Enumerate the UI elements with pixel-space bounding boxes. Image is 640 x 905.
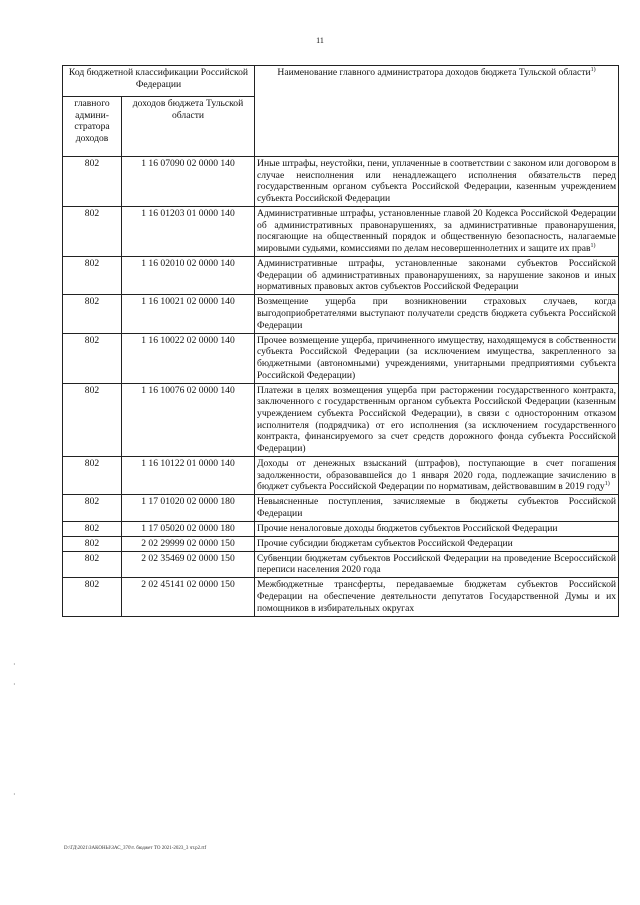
table-row <box>63 521 619 536</box>
description-cell <box>255 333 619 383</box>
description-cell <box>255 536 619 551</box>
description-cell <box>255 578 619 616</box>
header-name-col <box>255 66 619 157</box>
table-body <box>63 66 619 617</box>
description-text: Межбюджетные трансферты, передаваемые бюджетам субъектов Российской Федерации на обеспечение деятельности депутатов Государственной Думы и их помощников в избирательных округах <box>257 579 617 614</box>
budget-code-cell: 1 16 10022 02 0000 140 <box>122 333 255 383</box>
table-row <box>63 333 619 383</box>
description-text: Административные штрафы, установленные законами субъектов Российской Федерации об административных правонарушениях, за нарушение законов и иных нормативных правовых актов субъектов Российской Федерации <box>257 258 617 293</box>
description-cell <box>255 295 619 333</box>
admin-code-cell: 802 <box>63 295 122 333</box>
description-cell <box>255 257 619 295</box>
header-name-text: Наименование главного администратора доходов бюджета Тульской области <box>277 67 591 79</box>
admin-code-cell: 802 <box>63 495 122 522</box>
description-cell <box>255 157 619 207</box>
admin-code-cell: 802 <box>63 257 122 295</box>
header-admin-col: главного админи-стратора доходов <box>63 97 122 157</box>
description-cell <box>255 383 619 456</box>
table-row <box>63 551 619 578</box>
page-number: 11 <box>316 36 324 45</box>
budget-code-cell: 2 02 29999 02 0000 150 <box>122 536 255 551</box>
budget-code-cell: 1 16 10021 02 0000 140 <box>122 295 255 333</box>
budget-code-cell: 1 17 01020 02 0000 180 <box>122 495 255 522</box>
description-text: Доходы от денежных взысканий (штрафов), поступающие в счет погашения задолженности, образовавшейся до 1 января 2020 года, подлежащие зачислению в бюджет субъекта Российской Федерации по нормативам, действовавшим в 2019 году <box>257 458 617 493</box>
description-cell <box>255 521 619 536</box>
table-row <box>63 157 619 207</box>
margin-mark: · <box>13 680 16 689</box>
table-row <box>63 207 619 257</box>
table-row <box>63 295 619 333</box>
margin-mark: · <box>13 660 16 669</box>
admin-code-cell: 802 <box>63 383 122 456</box>
description-text: Возмещение ущерба при возникновении страховых случаев, когда выгодоприобретателями выступают получатели средств бюджета субъекта Российской Федерации <box>257 296 617 331</box>
admin-code-cell: 802 <box>63 333 122 383</box>
budget-code-cell: 1 16 07090 02 0000 140 <box>122 157 255 207</box>
header-row-1 <box>63 66 619 97</box>
description-cell <box>255 457 619 495</box>
table-row <box>63 495 619 522</box>
admin-code-cell: 802 <box>63 521 122 536</box>
budget-code-cell: 2 02 35469 02 0000 150 <box>122 551 255 578</box>
description-text: Субвенции бюджетам субъектов Российской Федерации на проведение Всероссийской переписи населения 2020 года <box>257 552 617 576</box>
budget-code-cell: 1 16 02010 02 0000 140 <box>122 257 255 295</box>
admin-code-cell: 802 <box>63 551 122 578</box>
admin-code-cell: 802 <box>63 157 122 207</box>
budget-code-cell: 2 02 45141 02 0000 150 <box>122 578 255 616</box>
header-footnote-mark: 1) <box>590 67 596 73</box>
description-text: Прочие субсидии бюджетам субъектов Российской Федерации <box>257 537 513 549</box>
header-code-group: Код бюджетной классификации Российской Федерации <box>63 66 255 97</box>
header-income-col: доходов бюджета Тульской области <box>122 97 255 157</box>
description-text: Платежи в целях возмещения ущерба при расторжении государственного контракта, заключенного с государственным органом субъекта Российской Федерации (казенным учреждением субъекта Российской Федерации), в связи с односторонним отказом исполнителя (подрядчика) от его исполнения (за исключением государственного контракта, финансируемого за счет средств дорожного фонда субъекта Российской Федерации) <box>257 384 617 455</box>
description-text: Невыясненные поступления, зачисляемые в бюджеты субъектов Российской Федерации <box>257 496 617 520</box>
description-text: Прочие неналоговые доходы бюджетов субъектов Российской Федерации <box>257 523 558 535</box>
description-text: Прочее возмещение ущерба, причиненного имуществу, находящемуся в собственности субъекта Российской Федерации (за исключением имущества, закрепленного за бюджетными (автономными) учреждениями, унитарными предприятиями субъекта Российской Федерации) <box>257 334 617 381</box>
footer-path: D:\ГД\2021\ЗАКОНЫ\ЗАС_370\т. бюджет ТО 2021-2023_3 чт.р2.rtf <box>64 846 207 851</box>
table-row <box>63 578 619 616</box>
footnote-mark: 1) <box>590 243 596 250</box>
table-row <box>63 536 619 551</box>
admin-code-cell: 802 <box>63 207 122 257</box>
table-row <box>63 383 619 456</box>
description-cell <box>255 495 619 522</box>
margin-mark: · <box>13 790 16 799</box>
budget-code-cell: 1 16 01203 01 0000 140 <box>122 207 255 257</box>
budget-code-cell: 1 16 10076 02 0000 140 <box>122 383 255 456</box>
description-cell <box>255 207 619 257</box>
description-text: Административные штрафы, установленные главой 20 Кодекса Российской Федерации об административных правонарушениях, за административные правонарушения, посягающие на общественный порядок и общественную безопасность, налагаемые мировыми судьями, комиссиями по делам несовершеннолетних и защите их прав <box>257 208 617 255</box>
admin-code-cell: 802 <box>63 578 122 616</box>
description-text: Иные штрафы, неустойки, пени, уплаченные в соответствии с законом или договором в случае неисполнения или ненадлежащего исполнения обязательств перед государственным органом субъекта Российской Федерации, казенным учреждением субъекта Российской Федерации <box>257 158 617 205</box>
budget-code-cell: 1 16 10122 01 0000 140 <box>122 457 255 495</box>
footnote-mark: 1) <box>604 481 610 488</box>
budget-code-cell: 1 17 05020 02 0000 180 <box>122 521 255 536</box>
revenue-table <box>62 65 619 617</box>
admin-code-cell: 802 <box>63 536 122 551</box>
table-row <box>63 257 619 295</box>
admin-code-cell: 802 <box>63 457 122 495</box>
description-cell <box>255 551 619 578</box>
table-row <box>63 457 619 495</box>
